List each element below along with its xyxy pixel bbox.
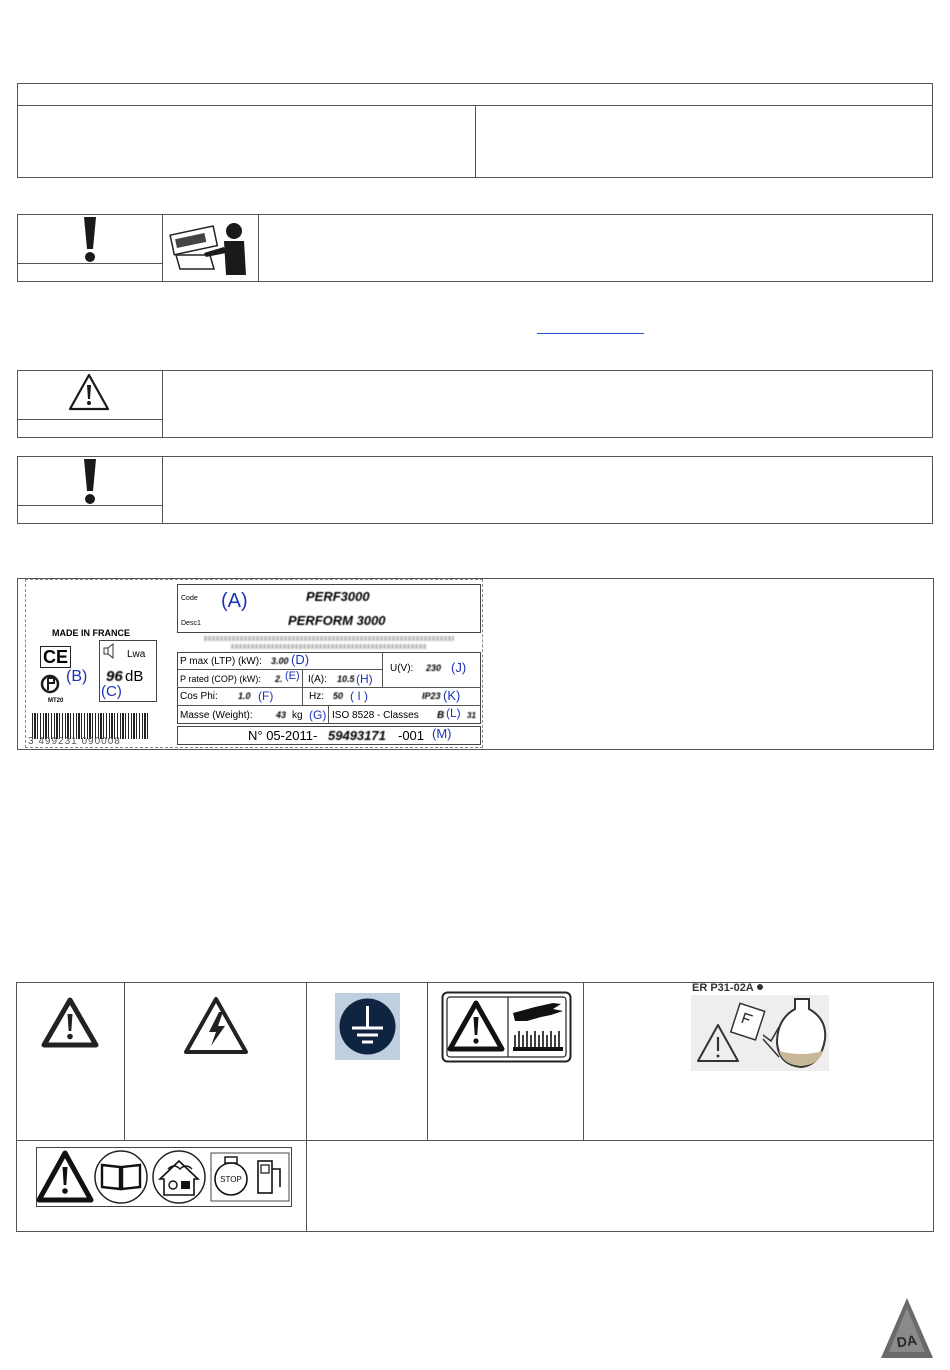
notice-box-divider <box>258 214 259 282</box>
header-table-column-divider <box>475 105 476 178</box>
grid-divider <box>177 669 382 670</box>
operator-with-label-icon <box>166 217 254 279</box>
caution-box-subdivider <box>17 419 162 420</box>
safety-instructions-strip <box>36 1147 292 1207</box>
notice-box-subdivider <box>17 263 162 264</box>
pmax-label: P max (LTP) (kW): <box>180 656 262 667</box>
grid-divider <box>177 705 481 706</box>
grid-divider <box>328 705 329 724</box>
marker-h: (H) <box>356 672 373 686</box>
desc-label: Desc1 <box>181 620 201 627</box>
mass-value: 43 <box>276 710 287 720</box>
pictogram-table-divider <box>306 982 307 1232</box>
fine-print <box>204 636 454 641</box>
ce-mark: CE <box>40 646 71 668</box>
pictogram-table-divider <box>583 982 584 1140</box>
speaker-icon <box>102 643 120 659</box>
fine-print <box>231 644 426 649</box>
electric-hazard-icon <box>183 996 249 1056</box>
code-label: Code <box>181 595 198 602</box>
pct-mark-icon <box>40 674 66 694</box>
voltage-value: 230 <box>426 663 442 673</box>
cosphi-label: Cos Phi: <box>180 691 218 702</box>
warning-triangle-icon <box>41 997 99 1049</box>
important-box-divider <box>162 456 163 524</box>
iso-label: ISO 8528 - Classes <box>332 710 419 721</box>
notice-box-operator <box>17 214 933 282</box>
notice-box-divider <box>162 214 163 282</box>
prated-label: P rated (COP) (kW): <box>180 674 261 684</box>
prated-value: 2. <box>275 674 283 684</box>
oil-label-dot <box>757 984 763 990</box>
iso-value: B <box>437 710 445 721</box>
important-box <box>17 456 933 524</box>
earth-ground-icon <box>335 993 400 1060</box>
link-underline[interactable] <box>537 333 644 334</box>
nameplate <box>25 579 483 748</box>
db-value: 96 <box>106 668 123 685</box>
oil-label-code: ER P31-02A <box>692 982 754 994</box>
marker-j: (J) <box>451 660 467 675</box>
cosphi-value: 1.0 <box>238 691 251 701</box>
exclamation-icon <box>80 215 100 263</box>
mass-unit: kg <box>292 710 303 721</box>
grid-divider <box>177 687 481 688</box>
marker-k: (K) <box>443 688 461 703</box>
marker-d: (D) <box>291 652 310 667</box>
caution-box <box>17 370 933 438</box>
pictogram-table-divider <box>427 982 428 1140</box>
marker-e: (E) <box>285 670 300 682</box>
serial-mid: 59493171 <box>328 728 386 743</box>
marker-a: (A) <box>221 590 248 612</box>
mt-label: MT20 <box>48 698 64 704</box>
oil-level-label-icon <box>691 995 829 1071</box>
pictogram-table-divider <box>124 982 125 1140</box>
stop-label: STOP <box>220 1175 242 1184</box>
marker-b: (B) <box>66 668 88 685</box>
mass-label: Masse (Weight): <box>180 710 253 721</box>
warning-triangle-icon <box>67 372 111 412</box>
grid-divider <box>382 652 383 687</box>
hz-label: Hz: <box>309 691 324 702</box>
ip-value: IP23 <box>422 691 441 701</box>
caution-box-divider <box>162 370 163 438</box>
db-unit: dB <box>125 668 144 685</box>
desc-value: PERFORM 3000 <box>288 613 386 628</box>
serial-prefix: N° 05-2011- <box>248 728 318 743</box>
svg-text:DA: DA <box>895 1331 918 1351</box>
marker-m: (M) <box>432 726 452 741</box>
voltage-label: U(V): <box>390 663 414 674</box>
hot-surface-icon <box>441 991 572 1063</box>
da-logo-icon <box>879 1296 935 1360</box>
made-in-label: MADE IN FRANCE <box>52 628 130 638</box>
important-box-subdivider <box>17 505 162 506</box>
pictogram-table-divider <box>16 1140 934 1141</box>
exclamation-icon <box>80 457 100 505</box>
code-value: PERF3000 <box>306 589 370 604</box>
pmax-value: 3.00 <box>271 656 289 666</box>
marker-f: (F) <box>258 689 274 703</box>
lwa-label: Lwa <box>127 649 146 660</box>
hz-value: 50 <box>333 691 344 701</box>
current-label: I(A): <box>308 674 327 685</box>
marker-c: (C) <box>101 683 122 700</box>
marker-i: ( I ) <box>350 689 368 703</box>
serial-suffix: -001 <box>398 728 425 743</box>
iso-suffix: 31 <box>467 711 476 720</box>
barcode-digits: 3 499231 090008 <box>28 736 121 747</box>
marker-l: (L) <box>446 706 461 720</box>
current-value: 10.5 <box>337 674 355 684</box>
marker-g: (G) <box>309 708 327 722</box>
